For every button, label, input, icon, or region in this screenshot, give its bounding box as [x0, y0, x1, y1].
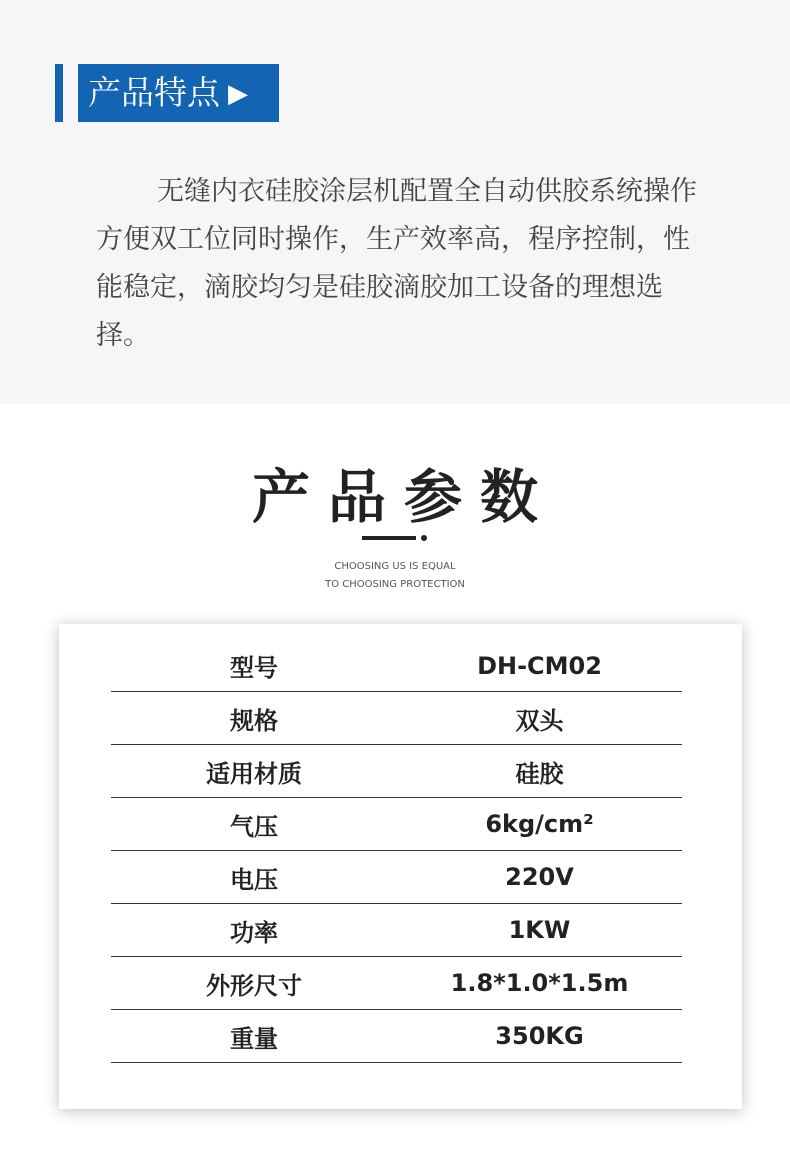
spec-row-model	[111, 640, 682, 692]
spec-value: 1.8*1.0*1.5m	[450, 969, 629, 997]
spec-key: 气压	[230, 812, 278, 841]
heading-dot	[421, 535, 427, 541]
features-section	[0, 0, 790, 404]
spec-row-dimensions	[111, 957, 682, 1010]
params-subtitle-line2: TO CHOOSING PROTECTION	[325, 579, 465, 590]
params-subtitle-line1: CHOOSING US IS EQUAL	[334, 561, 456, 572]
params-heading: 产品参数	[251, 463, 556, 531]
features-heading-text: 产品特点	[88, 73, 220, 112]
spec-row-spec	[111, 692, 682, 745]
spec-value: 双头	[515, 706, 564, 735]
spec-key: 型号	[230, 654, 278, 682]
play-triangle-icon: ▶	[228, 79, 248, 109]
features-heading	[78, 64, 279, 122]
spec-row-voltage	[111, 851, 682, 904]
spec-table	[111, 640, 682, 1063]
spec-key: 外形尺寸	[206, 971, 302, 1000]
spec-value: 6kg/cm²	[485, 810, 594, 838]
spec-row-weight	[111, 1010, 682, 1063]
spec-key: 重量	[230, 1024, 278, 1053]
spec-key: 电压	[230, 865, 278, 894]
spec-key: 规格	[230, 706, 278, 735]
spec-key: 适用材质	[206, 759, 302, 788]
spec-value: 220V	[505, 863, 574, 891]
spec-value: 1KW	[508, 916, 571, 944]
spec-row-air-pressure	[111, 798, 682, 851]
features-accent-bar	[55, 64, 63, 122]
spec-value: 350KG	[495, 1022, 584, 1050]
spec-value: DH-CM02	[477, 651, 602, 680]
spec-row-power	[111, 904, 682, 957]
spec-key: 功率	[230, 918, 278, 947]
spec-value: 硅胶	[515, 759, 564, 788]
features-description: 无缝内衣硅胶涂层机配置全自动供胶系统操作方便双工位同时操作，生产效率高，程序控制，性能稳定，滴胶均匀是硅胶滴胶加工设备的理想选择。	[96, 176, 697, 351]
spec-card	[59, 624, 742, 1109]
spec-row-material	[111, 745, 682, 798]
heading-underline	[362, 536, 416, 540]
